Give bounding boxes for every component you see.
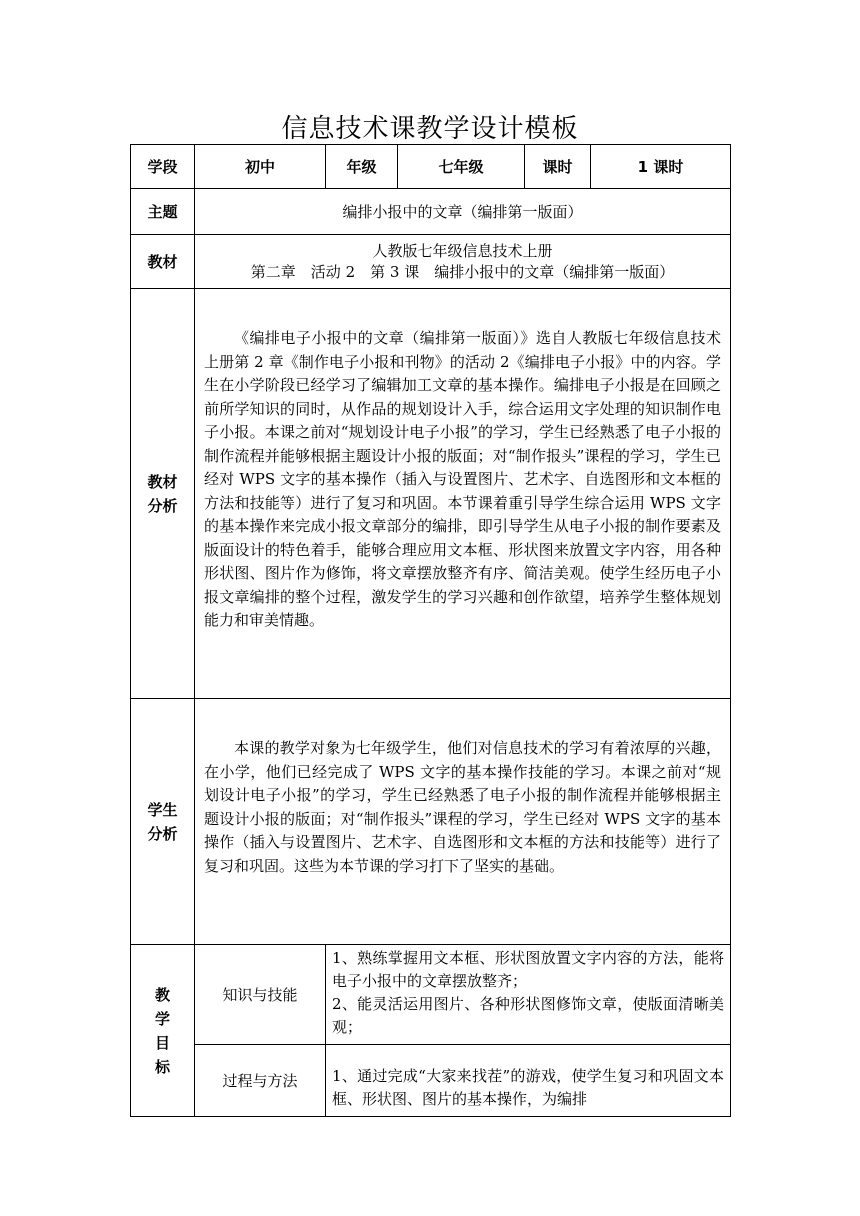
topic-value: 编排小报中的文章（编排第一版面） [195, 189, 731, 235]
textbook-analysis-label-line-2: 分析 [147, 496, 178, 515]
textbook-row [131, 235, 731, 289]
stage-value: 初中 [195, 145, 326, 189]
textbook-value [195, 235, 731, 289]
teaching-goals-char-1: 教 [154, 985, 170, 1004]
grade-label: 年级 [326, 145, 398, 189]
student-analysis-label [131, 699, 195, 945]
goal-process-row [131, 1045, 731, 1117]
textbook-analysis-label-line-1: 教材 [147, 472, 178, 491]
student-analysis-row [131, 699, 731, 945]
textbook-analysis-label [131, 289, 195, 699]
stage-label: 学段 [131, 145, 195, 189]
teaching-goals-label [131, 945, 195, 1117]
textbook-analysis-row [131, 289, 731, 699]
lesson-plan-table [130, 144, 731, 1117]
topic-row [131, 189, 731, 235]
process-item-1: 1、通过完成“大家来找茬”的游戏，使学生复习和巩固文本框、形状图、图片的基本操作，为编排 [332, 1067, 724, 1108]
student-analysis-label-line-2: 分析 [147, 824, 178, 843]
header-row [131, 145, 731, 189]
student-analysis-label-line-1: 学生 [147, 800, 178, 819]
hours-label: 课时 [525, 145, 591, 189]
goal-knowledge-row [131, 945, 731, 1045]
student-analysis-text: 本课的教学对象为七年级学生，他们对信息技术的学习有着浓厚的兴趣，在小学，他们已经完成了 WPS 文字的基本操作技能的学习。本课之前对“规划设计电子小报”的学习，学生已经熟悉了电子小报的制作流程并能够根据主题设计小报的版面；对“制作报头”课程的学习，学生已经对 WPS 文字的基本操作（插入与设置图片、艺术字、自选图形和文本框的方法和技能等）进行了复习和巩固。这些为本节课的学习打下了坚实的基础。 [204, 739, 721, 875]
process-method-cell [326, 1045, 731, 1117]
textbook-analysis-text: 《编排电子小报中的文章（编排第一版面）》选自人教版七年级信息技术上册第 2 章《制作电子小报和刊物》的活动 2《编排电子小报》中的内容。学生在小学阶段已经学习了编辑加工文章的基本操作。编排电子小报是在回顾之前所学知识的同时，从作品的规划设计入手，综合运用文字处理的知识制作电子小报。本课之前对“规划设计电子小报”的学习，学生已经熟悉了电子小报的制作流程并能够根据主题设计小报的版面；对“制作报头”课程的学习，学生已经对 WPS 文字的基本操作（插入与设置图片、艺术字、自选图形和文本框的方法和技能等）进行了复习和巩固。本节课着重引导学生综合运用 WPS 文字的基本操作来完成小报文章部分的编排，即引导学生从电子小报的制作要素及版面设计的特色着手，能够合理应用文本框、形状图来放置文字内容，用各种形状图、图片作为修饰，将文章摆放整齐有序、简洁美观。使学生经历电子小报文章编排的整个过程，激发学生的学习兴趣和创作欲望，培养学生整体规划能力和审美情趣。 [204, 329, 721, 629]
textbook-line-1: 人教版七年级信息技术上册 [372, 241, 553, 260]
document-title: 信息技术课教学设计模板 [281, 114, 579, 144]
textbook-line-2: 第二章 活动 2 第 3 课 编排小报中的文章（编排第一版面） [250, 262, 675, 281]
grade-value: 七年级 [398, 145, 525, 189]
student-analysis-cell [195, 699, 731, 945]
topic-label: 主题 [131, 189, 195, 235]
teaching-goals-char-3: 目 [154, 1033, 170, 1052]
process-method-label: 过程与方法 [195, 1045, 326, 1117]
teaching-goals-char-4: 标 [154, 1057, 170, 1076]
hours-value: 1 课时 [591, 145, 731, 189]
knowledge-skills-label: 知识与技能 [195, 945, 326, 1045]
textbook-analysis-cell [195, 289, 731, 699]
textbook-label: 教材 [131, 235, 195, 289]
teaching-goals-char-2: 学 [154, 1009, 170, 1028]
knowledge-item-2: 2、能灵活运用图片、各种形状图修饰文章，使版面清晰美观； [332, 995, 724, 1036]
knowledge-skills-cell [326, 945, 731, 1045]
knowledge-item-1: 1、熟练掌握用文本框、形状图放置文字内容的方法，能将电子小报中的文章摆放整齐； [332, 949, 724, 990]
